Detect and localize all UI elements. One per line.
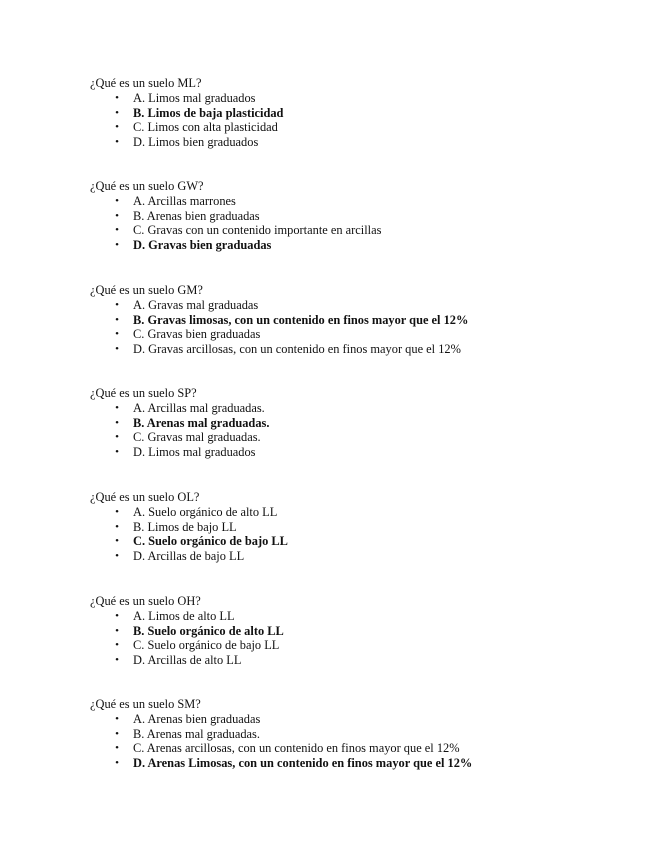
option-list xyxy=(90,194,610,253)
option-a xyxy=(90,298,610,313)
bullet-icon: • xyxy=(115,136,119,149)
bullet-icon: • xyxy=(115,431,119,444)
question-text: ¿Qué es un suelo SP? xyxy=(90,386,197,400)
option-c xyxy=(90,430,610,445)
option-a xyxy=(90,505,610,520)
option-text: D. Limos bien graduados xyxy=(133,135,259,150)
question-text: ¿Qué es un suelo GM? xyxy=(90,283,203,297)
bullet-icon: • xyxy=(115,402,119,414)
bullet-icon: • xyxy=(115,506,119,518)
option-d xyxy=(90,549,610,564)
bullet-icon: • xyxy=(115,328,119,341)
option-text: D. Arcillas de alto LL xyxy=(133,653,242,668)
option-c xyxy=(90,741,610,756)
question-text: ¿Qué es un suelo SM? xyxy=(90,697,201,711)
option-list xyxy=(90,505,610,564)
option-c xyxy=(90,223,610,238)
option-b xyxy=(90,727,610,742)
option-text: C. Suelo orgánico de bajo LL xyxy=(133,638,280,653)
bullet-icon: • xyxy=(115,121,119,134)
question-block-ml xyxy=(90,76,610,150)
option-a xyxy=(90,401,610,416)
option-text: B. Limos de baja plasticidad xyxy=(133,105,284,120)
option-list xyxy=(90,712,610,771)
bullet-icon: • xyxy=(115,550,119,563)
question-text: ¿Qué es un suelo OL? xyxy=(90,490,200,504)
bullet-icon: • xyxy=(115,624,119,637)
option-b xyxy=(90,313,610,328)
option-b xyxy=(90,520,610,535)
option-text: A. Arcillas marrones xyxy=(133,194,236,208)
option-text: A. Arenas bien graduadas xyxy=(133,712,261,726)
question-text: ¿Qué es un suelo ML? xyxy=(90,76,202,90)
option-d xyxy=(90,342,610,357)
option-a xyxy=(90,609,610,624)
bullet-icon: • xyxy=(115,654,119,667)
option-text: B. Gravas limosas, con un contenido en finos mayor que el 12% xyxy=(133,312,469,327)
option-d xyxy=(90,238,610,253)
bullet-icon: • xyxy=(115,742,119,755)
bullet-icon: • xyxy=(115,343,119,356)
option-text: A. Arcillas mal graduadas. xyxy=(133,401,265,415)
bullet-icon: • xyxy=(115,639,119,652)
option-a xyxy=(90,194,610,209)
bullet-icon: • xyxy=(115,727,119,740)
bullet-icon: • xyxy=(115,92,119,104)
option-text: A. Suelo orgánico de alto LL xyxy=(133,505,278,519)
option-d xyxy=(90,135,610,150)
option-text: B. Arenas bien graduadas xyxy=(133,208,260,223)
bullet-icon: • xyxy=(115,416,119,429)
option-text: C. Limos con alta plasticidad xyxy=(133,120,278,135)
bullet-icon: • xyxy=(115,713,119,725)
question-block-sp xyxy=(90,386,610,460)
option-text: A. Gravas mal graduadas xyxy=(133,298,259,312)
option-text: A. Limos mal graduados xyxy=(133,91,256,105)
option-list xyxy=(90,401,610,460)
option-text: C. Gravas bien graduadas xyxy=(133,327,261,342)
option-c xyxy=(90,327,610,342)
option-text: D. Arenas Limosas, con un contenido en finos mayor que el 12% xyxy=(133,756,473,771)
bullet-icon: • xyxy=(115,446,119,459)
bullet-icon: • xyxy=(115,224,119,237)
option-list xyxy=(90,91,610,150)
option-text: C. Gravas con un contenido importante en arcillas xyxy=(133,223,382,238)
option-text: C. Suelo orgánico de bajo LL xyxy=(133,534,288,549)
option-text: D. Limos mal graduados xyxy=(133,445,256,460)
option-b xyxy=(90,209,610,224)
option-b xyxy=(90,416,610,431)
bullet-icon: • xyxy=(115,299,119,311)
question-block-sm xyxy=(90,697,610,771)
option-list xyxy=(90,298,610,357)
option-b xyxy=(90,624,610,639)
option-b xyxy=(90,106,610,121)
option-text: B. Limos de bajo LL xyxy=(133,519,237,534)
question-text: ¿Qué es un suelo GW? xyxy=(90,179,204,193)
option-a xyxy=(90,91,610,106)
bullet-icon: • xyxy=(115,520,119,533)
option-text: A. Limos de alto LL xyxy=(133,609,235,623)
bullet-icon: • xyxy=(115,209,119,222)
question-block-oh xyxy=(90,594,610,668)
option-text: D. Gravas arcillosas, con un contenido en finos mayor que el 12% xyxy=(133,342,461,357)
option-d xyxy=(90,445,610,460)
bullet-icon: • xyxy=(115,313,119,326)
option-a xyxy=(90,712,610,727)
option-text: B. Arenas mal graduadas. xyxy=(133,415,270,430)
question-block-gw xyxy=(90,179,610,253)
option-d xyxy=(90,756,610,771)
bullet-icon: • xyxy=(115,610,119,622)
option-text: B. Arenas mal graduadas. xyxy=(133,726,260,741)
option-c xyxy=(90,120,610,135)
option-d xyxy=(90,653,610,668)
bullet-icon: • xyxy=(115,239,119,252)
question-text: ¿Qué es un suelo OH? xyxy=(90,594,201,608)
question-block-gm xyxy=(90,283,610,357)
option-list xyxy=(90,609,610,668)
option-c xyxy=(90,534,610,549)
option-text: B. Suelo orgánico de alto LL xyxy=(133,623,284,638)
option-text: D. Arcillas de bajo LL xyxy=(133,549,245,564)
option-text: C. Gravas mal graduadas. xyxy=(133,430,261,445)
option-text: C. Arenas arcillosas, con un contenido en finos mayor que el 12% xyxy=(133,741,460,756)
option-c xyxy=(90,638,610,653)
option-text: D. Gravas bien graduadas xyxy=(133,238,272,253)
bullet-icon: • xyxy=(115,757,119,770)
bullet-icon: • xyxy=(115,535,119,548)
question-block-ol xyxy=(90,490,610,564)
bullet-icon: • xyxy=(115,106,119,119)
bullet-icon: • xyxy=(115,195,119,207)
